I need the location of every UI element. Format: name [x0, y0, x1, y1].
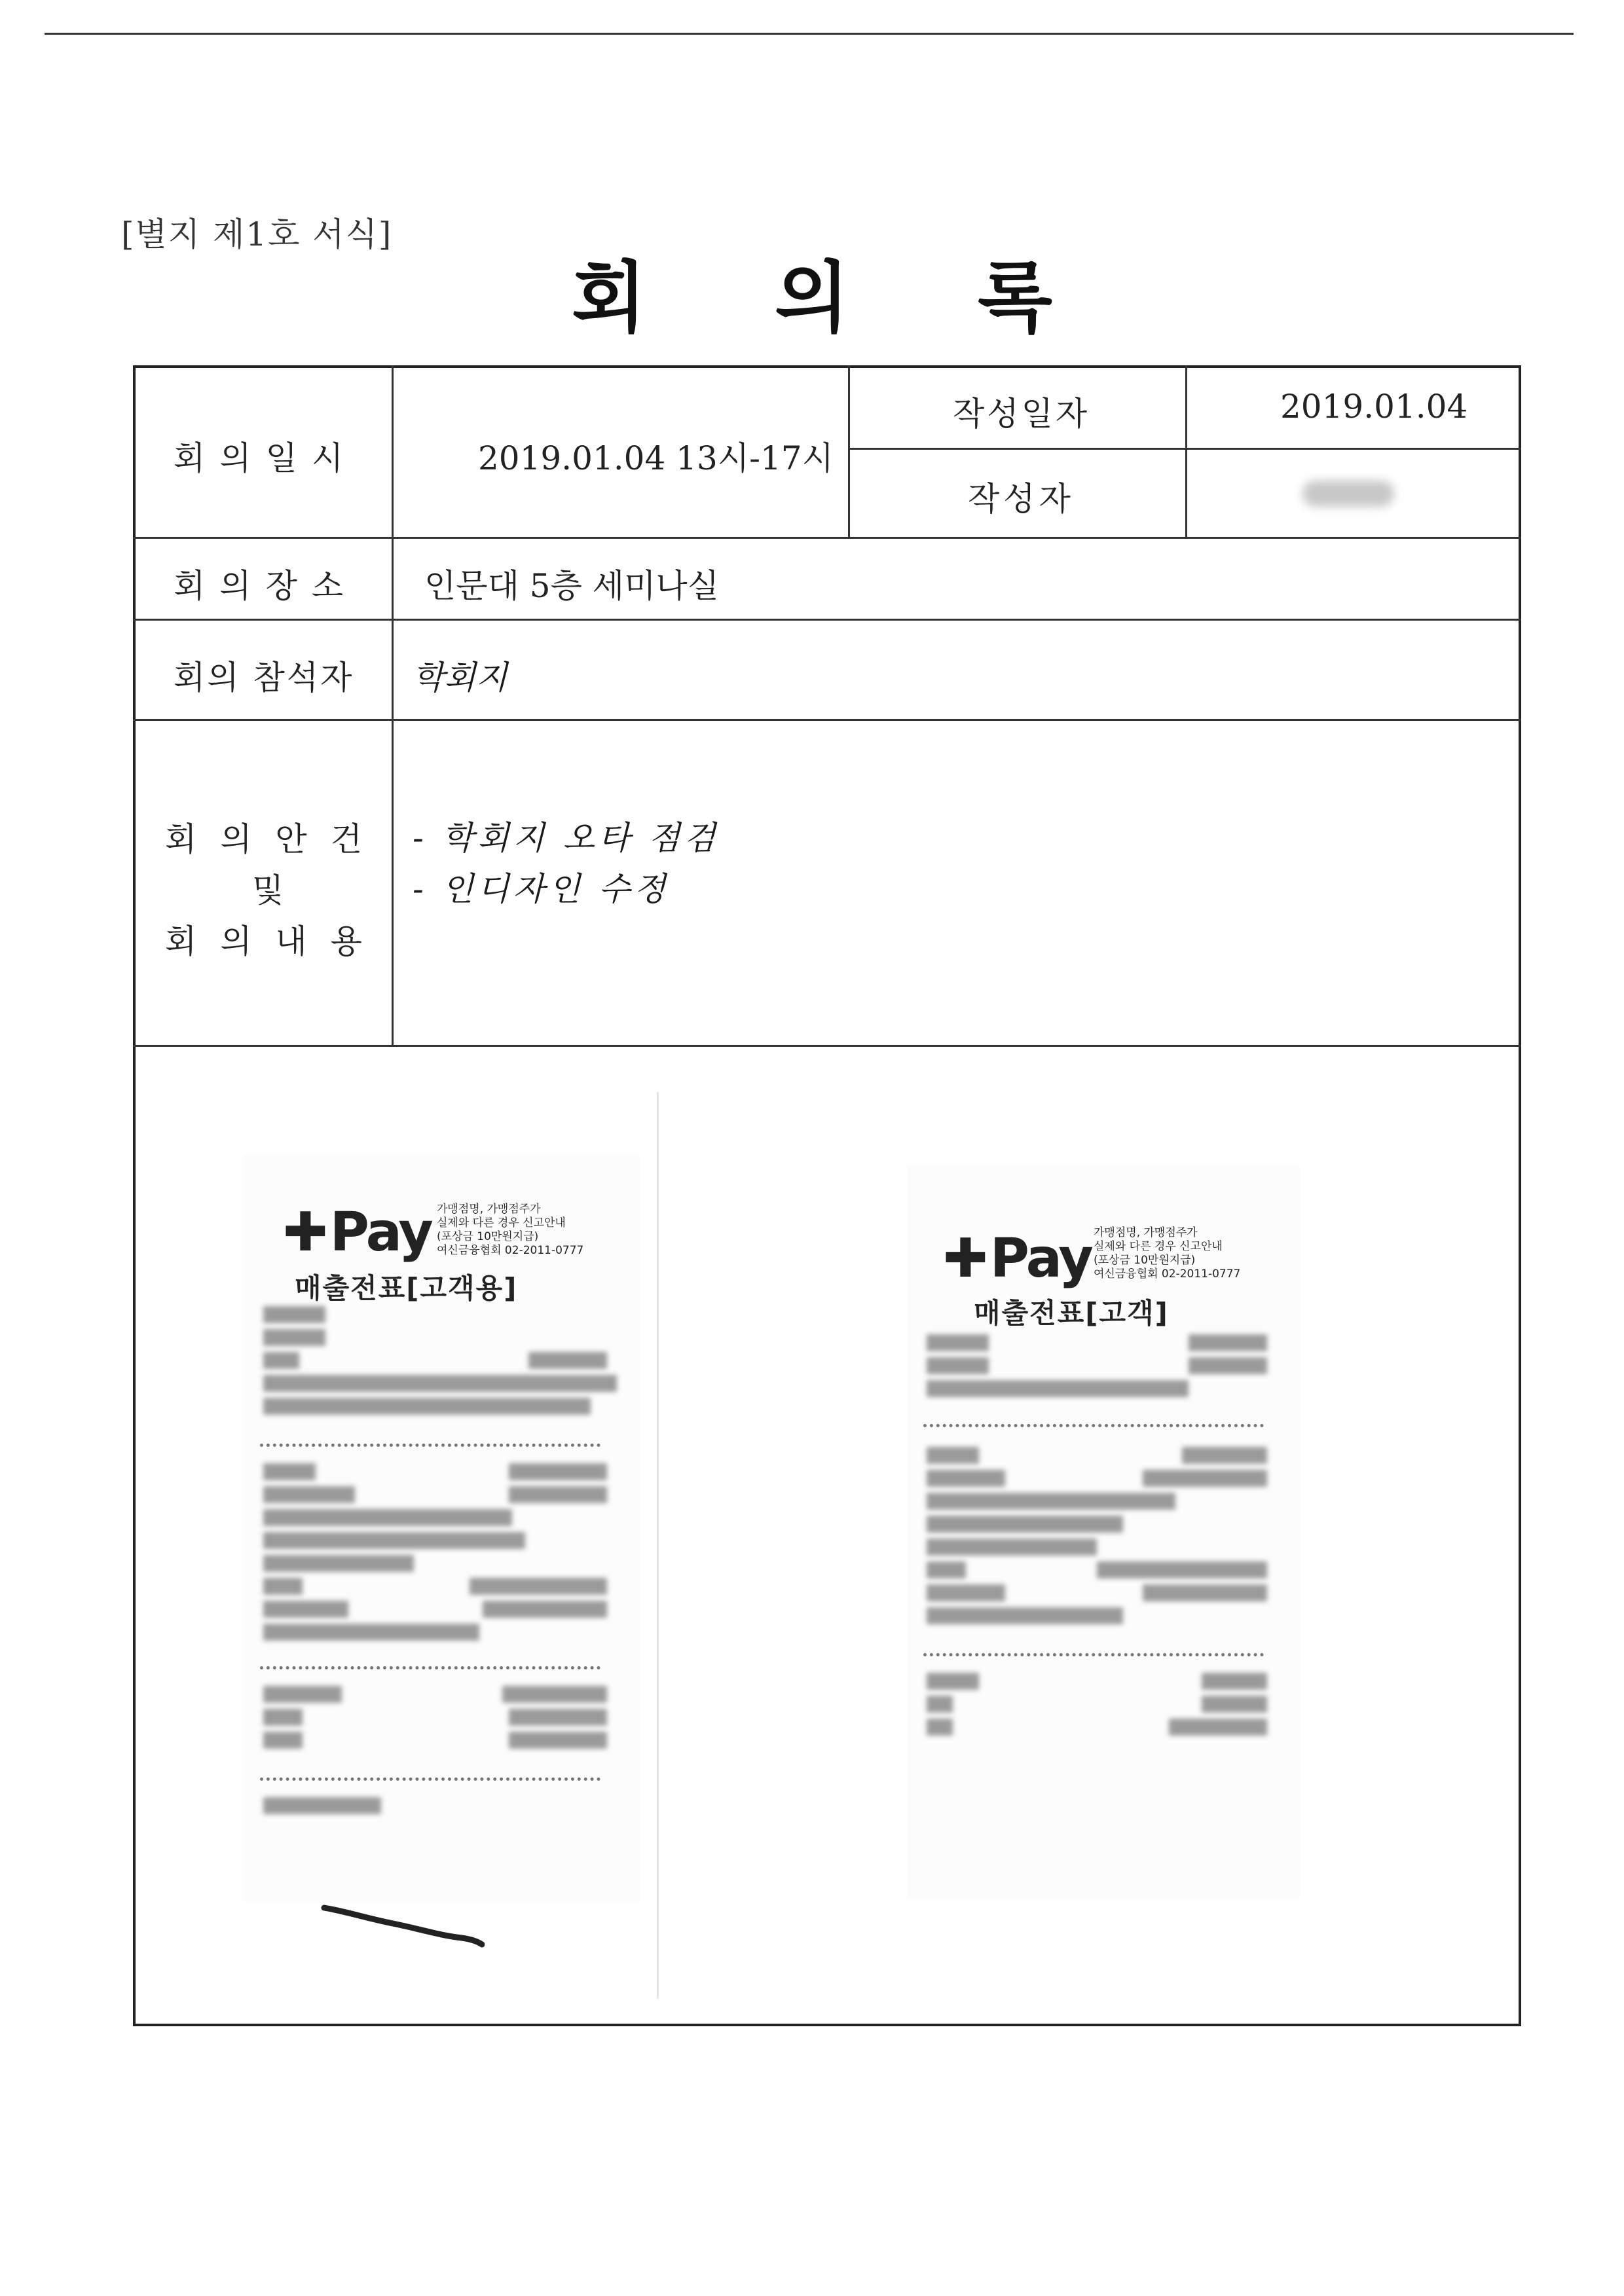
title-char: 의: [775, 252, 849, 343]
column-divider: [848, 365, 850, 538]
written-date-label: 작성일자: [953, 395, 1090, 433]
receipt-redacted-line: [244, 1555, 640, 1572]
receipt-redacted-line: [907, 1470, 1300, 1487]
receipt-redacted-line: [907, 1584, 1300, 1601]
receipt-redacted-line: [907, 1696, 1300, 1713]
agenda-label-line2: 및: [252, 871, 284, 909]
receipt-redacted-line: [244, 1509, 640, 1526]
receipt-redacted-line: [244, 1329, 640, 1346]
receipt-heading: 매출전표[고객용]: [295, 1272, 518, 1304]
pay-logo: ✚Pay: [283, 1201, 432, 1264]
receipt-dotted-separator: [260, 1666, 600, 1669]
receipt-redacted-line: [907, 1493, 1300, 1510]
receipt-redacted-line: [244, 1578, 640, 1595]
receipt-redacted-line: [907, 1516, 1300, 1533]
receipt-redacted-line: [244, 1375, 640, 1392]
attendees-value: 학회지: [413, 659, 507, 697]
receipt-redacted-line: [907, 1539, 1300, 1556]
receipt-redacted-line: [907, 1719, 1300, 1736]
place-label: 회의장소: [174, 567, 358, 605]
receipt-redacted-line: [907, 1607, 1300, 1624]
author-label: 작성자: [968, 480, 1075, 518]
receipt-redacted-line: [244, 1463, 640, 1480]
author-name-redacted: [1302, 481, 1394, 507]
row-divider: [133, 1045, 1521, 1047]
column-divider: [1185, 365, 1187, 538]
top-rule: [45, 33, 1574, 35]
receipt-redacted-line: [244, 1624, 640, 1641]
receipt-redacted-line: [244, 1306, 640, 1323]
written-date-value: 2019.01.04: [1280, 388, 1468, 426]
datetime-label: 회의일시: [174, 439, 358, 477]
form-label: [별지 제1호 서식]: [121, 215, 393, 253]
title-char: 록: [978, 252, 1052, 343]
agenda-item: - 인디자인 수정: [413, 870, 670, 908]
receipt-right: [907, 1165, 1300, 1899]
receipt-left: [244, 1156, 640, 1902]
agenda-item: - 학회지 오타 점검: [413, 819, 720, 857]
receipt-heading: 매출전표[고객]: [974, 1297, 1169, 1329]
receipt-redacted-line: [244, 1709, 640, 1726]
receipt-redacted-line: [244, 1601, 640, 1618]
receipt-redacted-line: [244, 1352, 640, 1369]
row-divider: [133, 537, 1521, 539]
datetime-value: 2019.01.04 13시-17시: [478, 439, 834, 477]
receipt-redacted-line: [907, 1561, 1300, 1578]
receipt-redacted-line: [244, 1532, 640, 1549]
column-divider: [392, 365, 394, 1046]
row-divider: [848, 448, 1521, 450]
receipt-redacted-line: [907, 1447, 1300, 1464]
receipt-redacted-line: [244, 1398, 640, 1415]
agenda-label-line3: 회 의 내 용: [165, 922, 369, 960]
row-divider: [133, 619, 1521, 621]
pay-logo: ✚Pay: [943, 1228, 1092, 1290]
page-title: [0, 236, 1624, 347]
receipt-dotted-separator: [923, 1424, 1264, 1427]
handwritten-scribble: [321, 1899, 485, 1951]
attachment-divider: [657, 1092, 659, 1999]
row-divider: [133, 719, 1521, 721]
receipt-redacted-line: [244, 1732, 640, 1749]
receipt-redacted-line: [244, 1686, 640, 1703]
receipt-redacted-line: [907, 1673, 1300, 1690]
receipt-redacted-line: [244, 1486, 640, 1503]
receipt-redacted-line: [907, 1357, 1300, 1374]
title-char: 회: [572, 252, 646, 343]
receipt-redacted-line: [907, 1334, 1300, 1351]
place-value: 인문대 5층 세미나실: [424, 567, 719, 605]
agenda-label-line1: 회 의 안 건: [165, 820, 369, 858]
attendees-label: 회의 참석자: [174, 659, 354, 697]
receipt-redacted-line: [244, 1797, 640, 1814]
receipt-dotted-separator: [260, 1777, 600, 1781]
receipt-dotted-separator: [923, 1653, 1264, 1656]
receipt-dotted-separator: [260, 1444, 600, 1447]
receipt-notice: 가맹점명, 가맹점주가 실제와 다른 경우 신고안내 (포상금 10만원지급) 여신금융협회 02-2011-0777: [1094, 1226, 1241, 1281]
receipt-redacted-line: [907, 1380, 1300, 1397]
receipt-notice: 가맹점명, 가맹점주가 실제와 다른 경우 신고안내 (포상금 10만원지급) 여신금융협회 02-2011-0777: [437, 1203, 584, 1257]
